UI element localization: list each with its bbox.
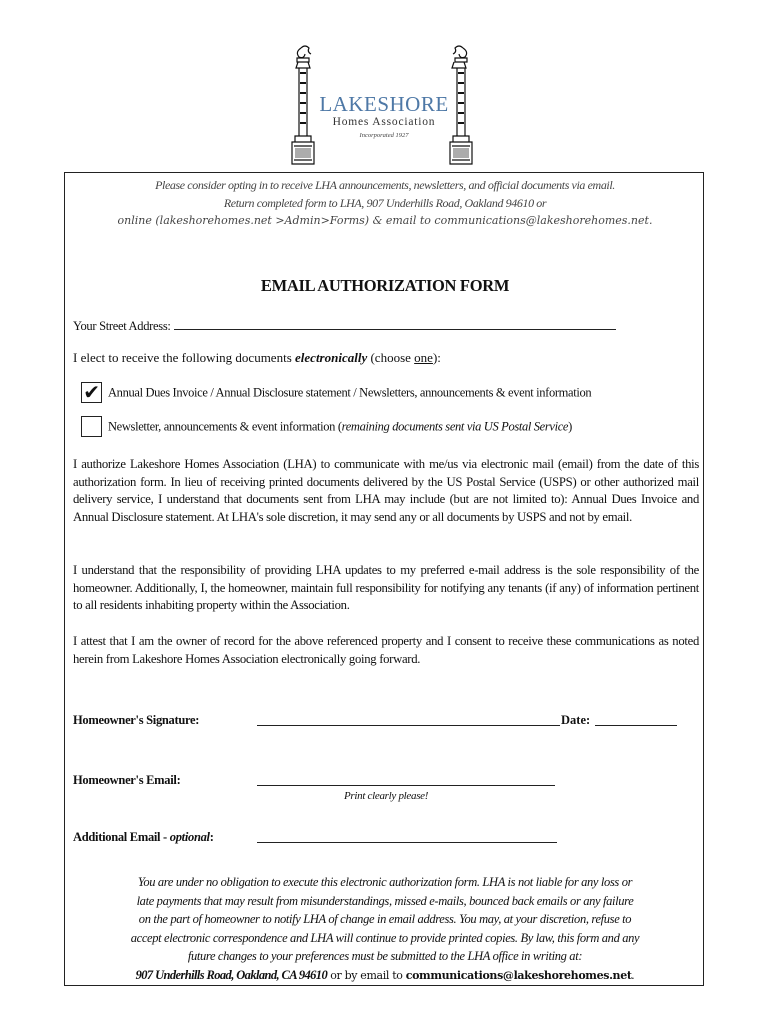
- footer-period: .: [631, 967, 635, 982]
- signature-field[interactable]: [257, 715, 560, 726]
- checkbox-all-documents[interactable]: ✔: [81, 382, 102, 403]
- responsibility-paragraph: I understand that the responsibility of providing LHA updates to my preferred e-mail address is the sole responsibility of the homeowner. Additionally, I, the homeowner, maintain full responsibility for notifying any tenants (if any) of information pertinent to all residents inhabiting property within the Association.: [73, 563, 699, 612]
- elect-emphasis: electronically: [295, 350, 368, 365]
- signature-label: Homeowner's Signature:: [73, 713, 200, 727]
- office-address: 907 Underhills Road, Oakland, CA 94610: [135, 967, 328, 982]
- additional-email-field[interactable]: [257, 832, 557, 843]
- elect-text-after: ):: [432, 350, 441, 365]
- lakeshore-logo: [283, 42, 488, 170]
- footer-or-email: or by email to: [327, 968, 406, 982]
- intro-text: [65, 176, 705, 230]
- option-newsletter-note: remaining documents sent via US Postal Service: [341, 419, 569, 434]
- additional-email-colon: :: [209, 830, 214, 844]
- date-field[interactable]: [595, 715, 677, 726]
- intro-line-2: Return completed form to LHA, 907 Underhills Road, Oakland 94610 or: [223, 196, 547, 210]
- form-title: EMAIL AUTHORIZATION FORM: [260, 276, 510, 295]
- additional-email-label: [73, 830, 214, 845]
- elect-statement: [73, 350, 441, 366]
- print-clearly-note: Print clearly please!: [344, 790, 429, 802]
- logo-subtitle: Homes Association: [332, 116, 436, 128]
- intro-line-3: online (lakeshorehomes.net >Admin>Forms) & email to communications@lakeshorehomes.net.: [117, 214, 653, 227]
- optional-text: optional: [169, 830, 210, 844]
- email-label: Homeowner's Email:: [73, 773, 181, 787]
- logo-incorporated: Incorporated 1927: [359, 132, 409, 139]
- intro-line-1: Please consider opting in to receive LHA announcements, newsletters, and official documents via email.: [155, 178, 615, 192]
- attestation-paragraph: I attest that I am the owner of record for the above referenced property and I consent to receive these communications as noted herein from Lakeshore Homes Association electronically going forward.: [73, 634, 699, 666]
- checkbox-newsletter-only[interactable]: [81, 416, 102, 437]
- footer-line-1: You are under no obligation to execute this electronic authorization form. LHA is not liable for any loss or: [137, 875, 633, 889]
- elect-underline: one: [414, 350, 433, 365]
- disclaimer-footer: [65, 873, 705, 985]
- option-newsletter-only: [81, 417, 572, 438]
- option-newsletter-label: Newsletter, announcements & event information (: [108, 419, 342, 434]
- date-label: Date:: [561, 713, 591, 727]
- footer-line-3: on the part of homeowner to notify LHA of change in email address. You may, at your discretion, refuse to: [138, 912, 632, 926]
- elect-text-middle: (choose: [367, 350, 415, 365]
- street-address-field[interactable]: [174, 317, 616, 330]
- footer-line-5: future changes to your preferences must be submitted to the LHA office in writing at:: [187, 949, 583, 963]
- additional-email-text: Additional Email -: [73, 830, 170, 844]
- footer-line-2: late payments that may result from misunderstandings, missed e-mails, bounced back emails or any failure: [136, 893, 634, 908]
- option-all-documents: [81, 380, 592, 404]
- email-field[interactable]: [257, 775, 555, 786]
- footer-line-4: accept electronic correspondence and LHA will continue to provide printed copies. By law, this form and any: [130, 930, 640, 945]
- option-newsletter-close: ): [568, 419, 572, 434]
- elect-text-before: I elect to receive the following documents: [73, 350, 296, 365]
- authorization-form: [64, 172, 704, 986]
- option-all-documents-label: Annual Dues Invoice / Annual Disclosure statement / Newsletters, announcements & event information: [108, 385, 592, 400]
- street-address-row: [73, 317, 616, 334]
- logo-name: LAKESHORE: [319, 92, 449, 116]
- footer-email-wrap: [406, 969, 632, 982]
- street-address-label: Your Street Address:: [73, 319, 171, 333]
- footer-line-6: [65, 966, 705, 986]
- communications-email: communications@lakeshorehomes.net: [405, 968, 632, 982]
- authorization-paragraph: I authorize Lakeshore Homes Association (LHA) to communicate with me/us via electronic mail (email) from the date of this authorization form. In lieu of receiving printed documents delivered by the US Postal Service (USPS) or other authorized mail delivery service, I understand that documents sent from LHA may include (but are not limited to): Annual Dues Invoice and Annual Disclosure statement. At LHA's sole discretion, it may send any or all documents by USPS and not by email.: [73, 457, 699, 524]
